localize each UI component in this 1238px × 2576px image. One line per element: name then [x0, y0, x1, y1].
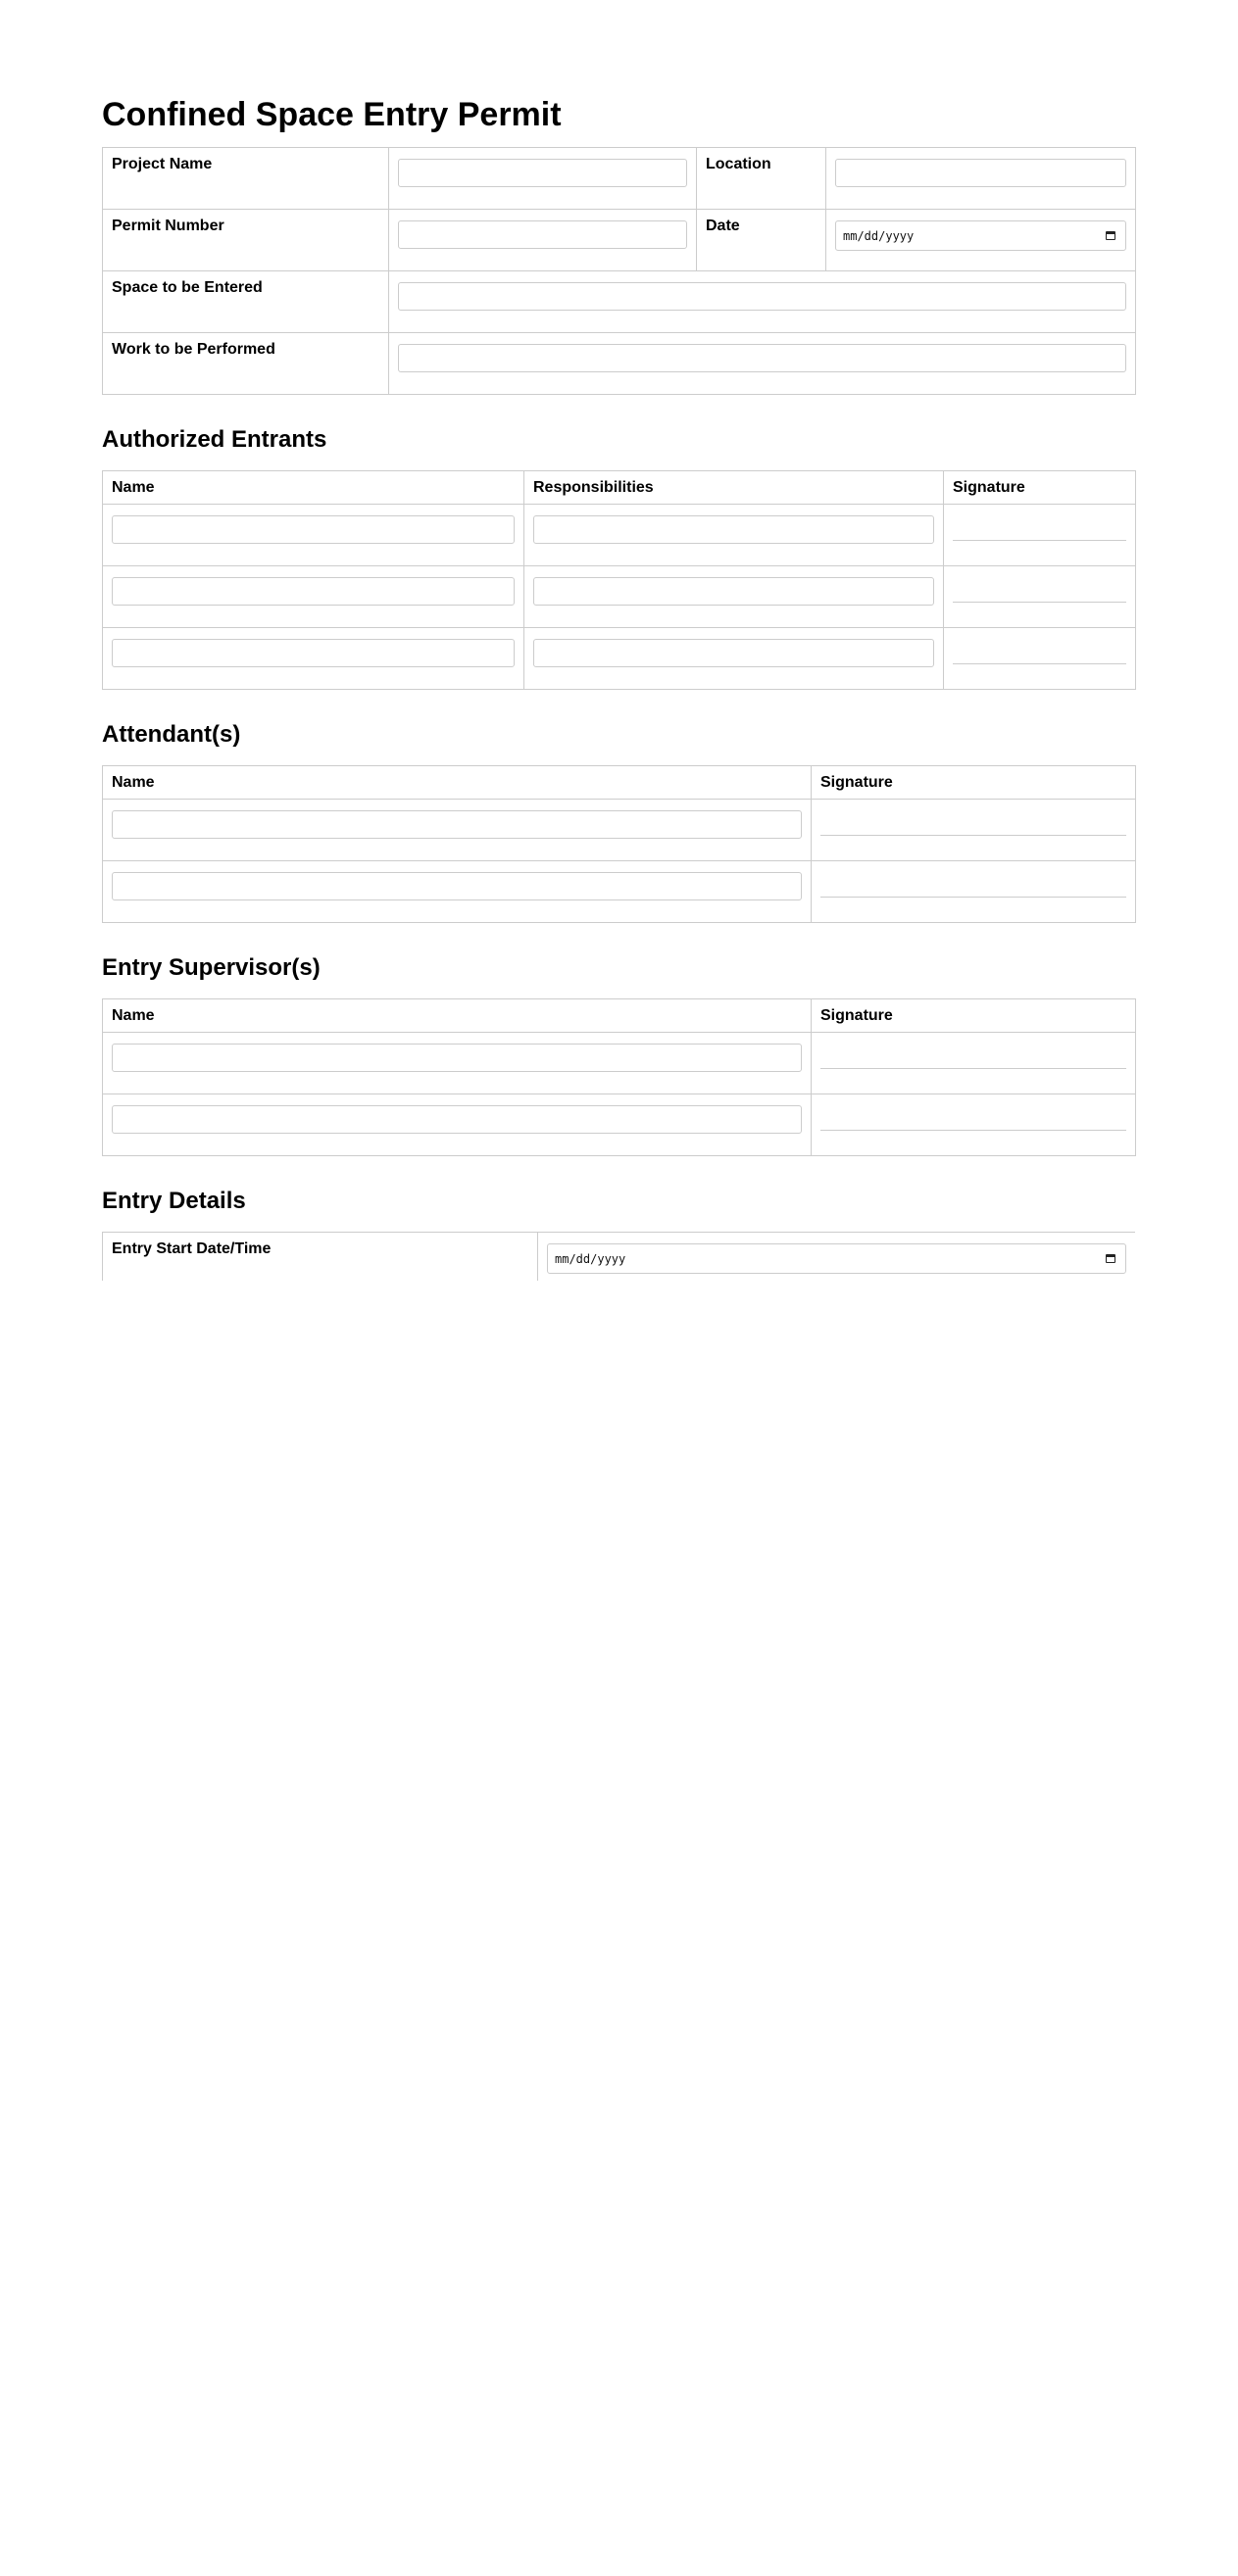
project-name-cell: [389, 148, 697, 210]
table-row: [103, 333, 1136, 395]
table-row: [103, 271, 1136, 333]
signature-cell[interactable]: [812, 800, 1136, 861]
label-text: Location: [706, 156, 771, 172]
table-row: [103, 566, 1136, 628]
project-name-input[interactable]: [398, 159, 687, 187]
work-label: [103, 333, 389, 395]
signature-line[interactable]: [953, 663, 1126, 664]
date-placeholder: mm/dd/yyyy: [555, 1251, 626, 1266]
label-text: Permit Number: [112, 218, 224, 234]
label-text: Project Name: [112, 156, 213, 172]
table-row: [103, 628, 1136, 690]
column-header-signature: Signature: [944, 471, 1136, 505]
table-row: [103, 861, 1136, 923]
signature-cell[interactable]: [812, 861, 1136, 923]
signature-cell[interactable]: [812, 1033, 1136, 1094]
responsibilities-cell: [524, 566, 944, 628]
permit-form: [102, 94, 1135, 1281]
responsibilities-cell: [524, 628, 944, 690]
signature-line[interactable]: [953, 602, 1126, 603]
entrant-name-input[interactable]: [112, 577, 515, 606]
entrant-responsibilities-input[interactable]: [533, 577, 934, 606]
signature-cell[interactable]: [944, 628, 1136, 690]
general-info-table: [102, 147, 1136, 395]
supervisor-name-input[interactable]: [112, 1105, 802, 1134]
entrant-responsibilities-input[interactable]: [533, 515, 934, 544]
attendants-heading: Attendant(s): [102, 721, 241, 748]
date-label: [697, 210, 826, 271]
date-placeholder: mm/dd/yyyy: [843, 228, 915, 243]
entry-start-cell: [538, 1233, 1136, 1282]
entry-details-heading: Entry Details: [102, 1188, 246, 1214]
supervisors-heading: Entry Supervisor(s): [102, 954, 321, 981]
work-to-be-performed-input[interactable]: [398, 344, 1126, 372]
signature-cell[interactable]: [944, 505, 1136, 566]
attendant-name-input[interactable]: [112, 872, 802, 900]
attendants-table: [102, 765, 1136, 923]
column-header-name: Name: [103, 471, 524, 505]
project-name-label: [103, 148, 389, 210]
label-text: Work to be Performed: [112, 341, 275, 358]
signature-line[interactable]: [820, 1068, 1126, 1069]
column-header-name: Name: [103, 766, 812, 800]
calendar-icon[interactable]: [1106, 231, 1115, 240]
table-row: [103, 210, 1136, 271]
label-text: Space to be Entered: [112, 279, 263, 296]
name-cell: [103, 505, 524, 566]
table-row: [103, 1233, 1136, 1282]
name-cell: [103, 1033, 812, 1094]
permit-number-cell: [389, 210, 697, 271]
page-title: Confined Space Entry Permit: [102, 96, 562, 133]
attendant-name-input[interactable]: [112, 810, 802, 839]
table-row: [103, 148, 1136, 210]
space-cell: [389, 271, 1136, 333]
name-cell: [103, 861, 812, 923]
signature-line[interactable]: [820, 1130, 1126, 1131]
signature-cell[interactable]: [812, 1094, 1136, 1156]
permit-number-input[interactable]: [398, 220, 687, 249]
table-row: [103, 505, 1136, 566]
name-cell: [103, 1094, 812, 1156]
table-header-row: [103, 766, 1136, 800]
table-row: [103, 800, 1136, 861]
signature-line[interactable]: [820, 835, 1126, 836]
name-cell: [103, 628, 524, 690]
column-header-name: Name: [103, 999, 812, 1033]
table-row: [103, 1033, 1136, 1094]
work-cell: [389, 333, 1136, 395]
permit-number-label: [103, 210, 389, 271]
entry-details-clip: [102, 1232, 1135, 1281]
label-text: Entry Start Date/Time: [112, 1240, 272, 1257]
column-header-signature: Signature: [812, 766, 1136, 800]
signature-line[interactable]: [820, 897, 1126, 898]
column-header-responsibilities: Responsibilities: [524, 471, 944, 505]
date-cell: [826, 210, 1136, 271]
supervisor-name-input[interactable]: [112, 1044, 802, 1072]
entry-details-table: [102, 1232, 1135, 1281]
calendar-icon[interactable]: [1106, 1254, 1115, 1263]
space-label: [103, 271, 389, 333]
table-header-row: [103, 999, 1136, 1033]
table-header-row: [103, 471, 1136, 505]
date-input[interactable]: [835, 220, 1126, 251]
entrants-heading: Authorized Entrants: [102, 426, 327, 453]
entry-start-datetime-input[interactable]: [547, 1243, 1126, 1274]
name-cell: [103, 566, 524, 628]
supervisors-table: [102, 998, 1136, 1156]
signature-cell[interactable]: [944, 566, 1136, 628]
label-text: Date: [706, 218, 740, 234]
column-header-signature: Signature: [812, 999, 1136, 1033]
entry-start-label: [103, 1233, 538, 1282]
signature-line[interactable]: [953, 540, 1126, 541]
location-input[interactable]: [835, 159, 1126, 187]
space-to-be-entered-input[interactable]: [398, 282, 1126, 311]
entrant-responsibilities-input[interactable]: [533, 639, 934, 667]
location-label: [697, 148, 826, 210]
location-cell: [826, 148, 1136, 210]
entrant-name-input[interactable]: [112, 515, 515, 544]
entrant-name-input[interactable]: [112, 639, 515, 667]
responsibilities-cell: [524, 505, 944, 566]
entrants-table: [102, 470, 1136, 690]
name-cell: [103, 800, 812, 861]
table-row: [103, 1094, 1136, 1156]
